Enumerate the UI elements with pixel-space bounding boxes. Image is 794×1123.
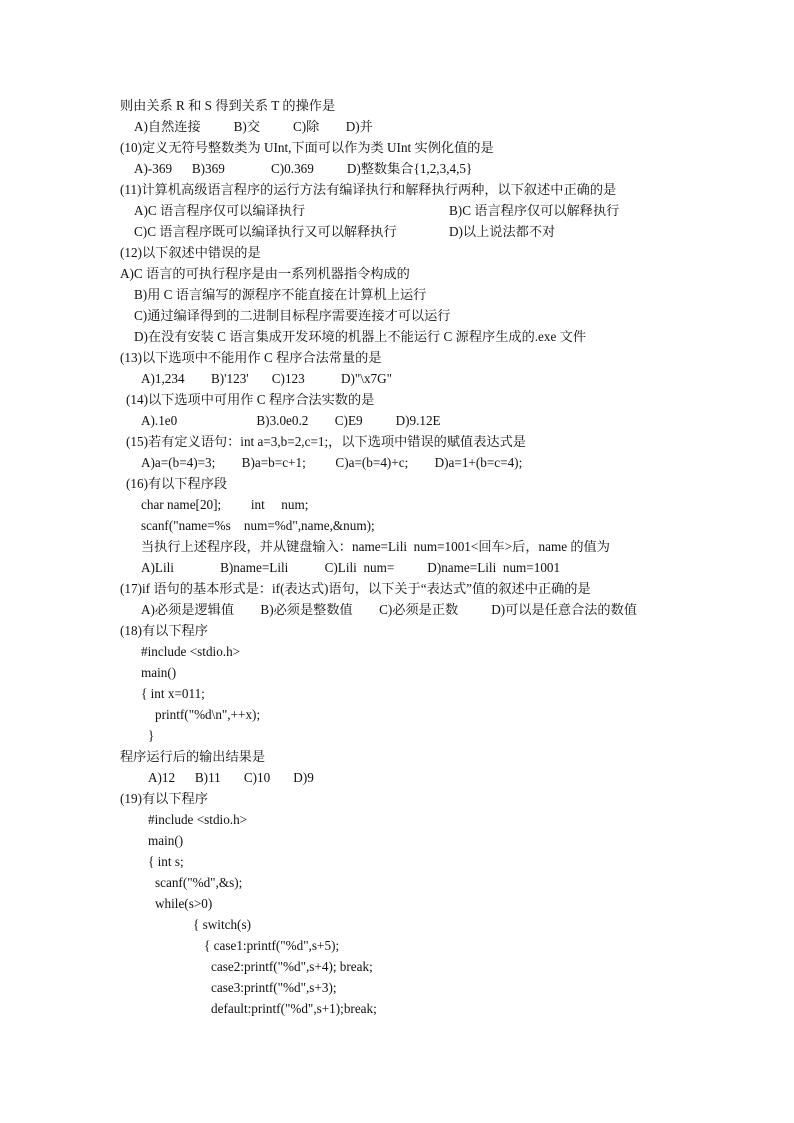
q19-code-line: while(s>0) xyxy=(155,896,213,911)
q18-stem: (18)有以下程序 xyxy=(120,623,208,638)
q19-code-line: { switch(s) xyxy=(193,917,251,932)
q19-code-line: case3:printf("%d",s+3); xyxy=(211,980,337,995)
q19-code-line: #include <stdio.h> xyxy=(148,812,248,827)
q19-code-line: default:printf("%d",s+1);break; xyxy=(211,1001,377,1016)
q17-stem: (17)if 语句的基本形式是：if(表达式)语句，以下关于“表达式”值的叙述中正确的是 xyxy=(120,581,591,596)
q16-options: A)Lili B)name=Lili C)Lili num= D)name=Lili num=1001 xyxy=(141,560,561,575)
q13-options: A)1,234 B)'123' C)123 D)"\x7G" xyxy=(141,371,393,386)
q19-code-line: { case1:printf("%d",s+5); xyxy=(204,938,340,953)
q12-option-d: D)在没有安装 C 语言集成开发环境的机器上不能运行 C 源程序生成的.exe 文件 xyxy=(134,329,587,344)
q12-option-c: C)通过编译得到的二进制目标程序需要连接才可以运行 xyxy=(134,308,451,323)
q18-code-line: printf("%d\n",++x); xyxy=(155,707,261,722)
q18-code-line: #include <stdio.h> xyxy=(141,644,241,659)
q11-stem: (11)计算机高级语言程序的运行方法有编译执行和解释执行两种，以下叙述中正确的是 xyxy=(120,182,617,197)
q11-option-b: B)C 语言程序仅可以解释执行 xyxy=(449,203,620,218)
q18-code-line: } xyxy=(148,728,155,743)
q19-code-line: { int s; xyxy=(148,854,184,869)
q16-code-line: scanf("name=%s num=%d",name,&num); xyxy=(141,518,375,533)
q19-code-line: case2:printf("%d",s+4); break; xyxy=(211,959,373,974)
q12-stem: (12)以下叙述中错误的是 xyxy=(120,245,261,260)
q11-option-a: A)C 语言程序仅可以编译执行 xyxy=(134,203,306,218)
q9-options: A)自然连接 B)交 C)除 D)并 xyxy=(134,119,373,134)
q10-options: A)-369 B)369 C)0.369 D)整数集合{1,2,3,4,5} xyxy=(134,161,473,176)
q15-options: A)a=(b=4)=3; B)a=b=c+1; C)a=(b=4)+c; D)a=1+(b=c=4); xyxy=(141,455,523,470)
q18-code-line: main() xyxy=(141,665,177,680)
q11-option-c: C)C 语言程序既可以编译执行又可以解释执行 xyxy=(134,224,397,239)
q19-code-line: main() xyxy=(148,833,184,848)
q13-stem: (13)以下选项中不能用作 C 程序合法常量的是 xyxy=(120,350,382,365)
q16-input-description: 当执行上述程序段，并从键盘输入：name=Lili num=1001<回车>后，name 的值为 xyxy=(141,539,610,554)
q10-stem: (10)定义无符号整数类为 UInt,下面可以作为类 UInt 实例化值的是 xyxy=(120,140,494,155)
q15-stem: (15)若有定义语句：int a=3,b=2,c=1;，以下选项中错误的赋值表达式是 xyxy=(126,434,526,449)
q18-output-prompt: 程序运行后的输出结果是 xyxy=(120,749,266,764)
q16-stem: (16)有以下程序段 xyxy=(126,476,228,491)
q18-code-line: { int x=011; xyxy=(141,686,205,701)
q14-stem: (14)以下选项中可用作 C 程序合法实数的是 xyxy=(126,392,375,407)
q12-option-b: B)用 C 语言编写的源程序不能直接在计算机上运行 xyxy=(134,287,427,302)
q14-options: A).1e0 B)3.0e0.2 C)E9 D)9.12E xyxy=(141,413,441,428)
q16-code-line: char name[20]; int num; xyxy=(141,497,309,512)
q19-stem: (19)有以下程序 xyxy=(120,791,208,806)
q18-options: A)12 B)11 C)10 D)9 xyxy=(148,770,314,785)
q17-options: A)必须是逻辑值 B)必须是整数值 C)必须是正数 D)可以是任意合法的数值 xyxy=(141,602,637,617)
q19-code-line: scanf("%d",&s); xyxy=(155,875,243,890)
q11-option-d: D)以上说法都不对 xyxy=(449,224,556,239)
q12-option-a: A)C 语言的可执行程序是由一系列机器指令构成的 xyxy=(120,266,410,281)
relation-question-stem: 则由关系 R 和 S 得到关系 T 的操作是 xyxy=(120,98,336,113)
